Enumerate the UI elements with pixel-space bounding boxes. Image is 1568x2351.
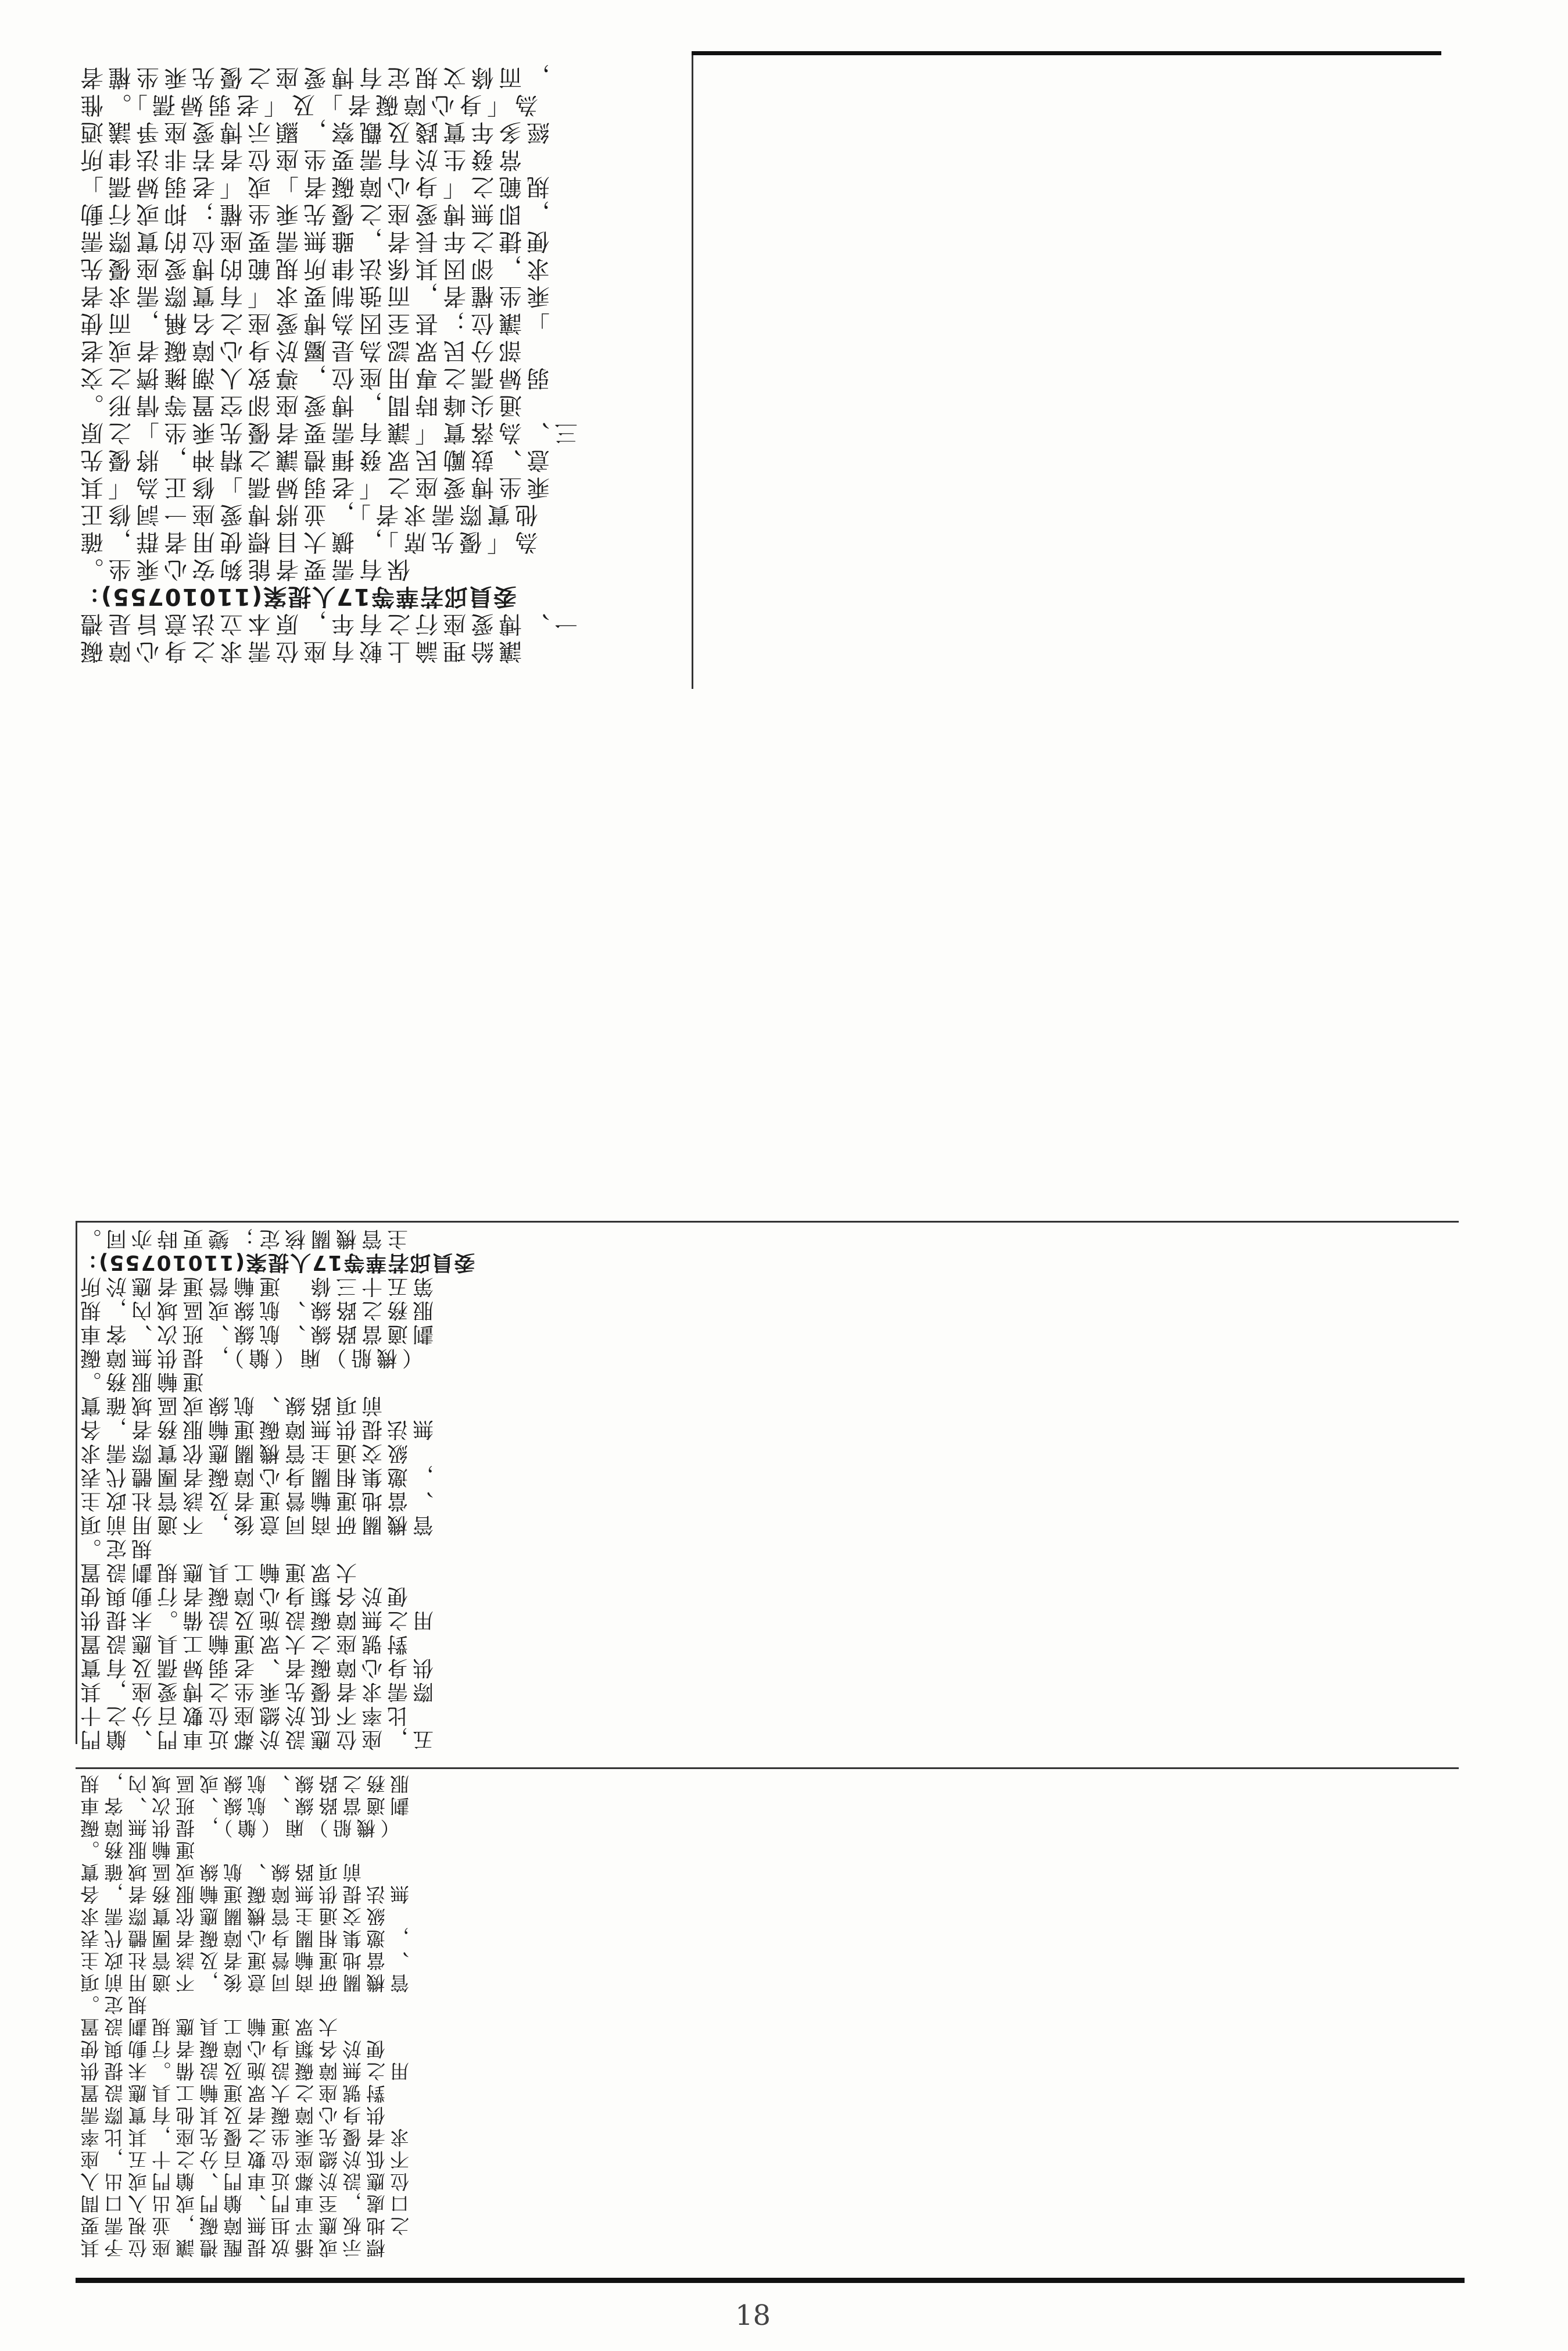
middle-line: 級交通主管機關應依實際需求	[76, 1441, 409, 1465]
middle-line: 第五十三條 運輸營運者應於所	[76, 1274, 434, 1298]
upper_right-line: 他實際需求者」，並將博愛座一詞修正	[76, 501, 538, 528]
upper_right-line: 保有需要者能夠安心乘坐。	[76, 556, 410, 583]
middle-line: 劃適當路線、航線、班次、客車	[76, 1322, 434, 1346]
middle-line: 便於各類身心障礙者行動與使	[76, 1584, 409, 1608]
middle-line: 比率不低於總座位數百分之十	[76, 1703, 409, 1727]
middle-line: 無法提供無障礙運輸服務者，各	[76, 1417, 434, 1441]
left-line: 前項路線、航線或區域確實	[76, 1861, 409, 1884]
left-line: 求者優先乘坐之優先座，其比率	[76, 2127, 409, 2149]
upper_right-line: 讓給理論上較有座位需求之身心障礙	[76, 638, 522, 665]
left-line: 管機關研商同意後，不適用前項	[76, 1972, 409, 1994]
left-line: 位應設於鄰近車門、艙門或出入	[76, 2171, 409, 2193]
upper_right-line: 乘坐博愛座之「老弱婦孺」修正為「其	[76, 474, 550, 501]
upper-right-text-block	[76, 64, 1459, 680]
left-line: ，邀集相關身心障礙者團體代表	[76, 1928, 409, 1950]
top-rule	[692, 51, 1441, 55]
upper_right-line: 三、為落實「讓有需要者優先乘坐」之原	[76, 419, 578, 446]
bottom-rule	[76, 2278, 1465, 2283]
middle-line: 服務之路線、航線或區域內，規	[76, 1298, 434, 1322]
upper_right-line: 求，卻因其係法律所規範的博愛座優先	[76, 255, 550, 283]
upper_right-line: 便捷之年長者，雖無需要座位的實際需	[76, 228, 550, 255]
middle-line: 規定。	[76, 1537, 153, 1560]
upper_right-line: 意、鼓勵民眾發揮禮讓之精神，將優先	[76, 446, 550, 474]
middle-bottom-border	[76, 1767, 1459, 1769]
middle-upper-border	[76, 1221, 1459, 1223]
left-line: 、當地運輸營運者及該管社政主	[76, 1950, 409, 1972]
middle-line: 用之無障礙設施及設備。未提供	[76, 1608, 434, 1632]
left-line: 口處，至車門、艙門或出入口間	[76, 2193, 409, 2215]
upper_right-line: 弱婦孺之專用座位，導致人潮擁擠之交	[76, 365, 550, 392]
upper_right-line: 一、博愛座行之有年，原本立法意旨是禮	[76, 610, 578, 638]
left-line: 劃適當路線、航線、班次、客車	[76, 1795, 409, 1817]
upper_right-line: 」讓位；甚至因為博愛座之名稱，而使	[76, 310, 550, 337]
left-line: 無法提供無障礙運輸服務者，各	[76, 1884, 409, 1906]
left-text-block	[76, 1773, 1459, 2273]
middle-text-block	[76, 1227, 1459, 1764]
left-line: 大眾運輸工具應規劃設置	[76, 2016, 385, 2038]
left-line: 對號座之大眾運輸工具應設置	[76, 2082, 385, 2105]
middle-line: 大眾運輸工具應規劃設置	[76, 1560, 409, 1584]
middle-line: 供身心障礙者、老弱婦孺及有實	[76, 1656, 434, 1680]
upper_right-line: 委員邱若華等17人提案(11010755)：	[76, 583, 517, 610]
middle-line: ，邀集相關身心障礙者團體代表	[76, 1465, 434, 1489]
left-line: 供身心障礙者及其他有實際需	[76, 2105, 385, 2127]
middle-line: 對號座之大眾運輸工具應設置	[76, 1632, 409, 1656]
middle-line: 運輸服務。	[76, 1370, 204, 1394]
left-line: 運輸服務。	[76, 1839, 195, 1861]
left-line: 標示或播放提醒禮讓座位予其	[76, 2237, 385, 2259]
page-number: 18	[735, 2299, 771, 2332]
upper_right-line: 乘坐權者，而強制要求「有實際需求者	[76, 283, 550, 310]
left-line: 便於各類身心障礙者行動與使	[76, 2038, 385, 2060]
upper_right-line: 為「優先席」，擴大目標使用者群，確	[76, 528, 538, 556]
middle-line: 、當地運輸營運者及該管社政主	[76, 1489, 434, 1513]
left-line: 服務之路線、航線或區域內，規	[76, 1773, 409, 1795]
middle-line: （機船）廂（艙），提供無障礙	[76, 1346, 424, 1370]
upper_right-line: 部分民眾認為是屬於身心障礙者或老	[76, 337, 522, 365]
middle-line: 前項路線、航線或區域確實	[76, 1394, 434, 1417]
middle-line: 五，座位應設於鄰近車門、艙門	[76, 1727, 434, 1751]
middle-line: 際需求者優先乘坐之博愛座，其	[76, 1680, 434, 1703]
upper_right-line: 通尖峰時間，博愛座卻空置等情形。	[76, 392, 522, 419]
left-line: 用之無障礙設施及設備。未提供	[76, 2060, 409, 2082]
left-line: 不低於總座位數百分之十五，座	[76, 2149, 409, 2171]
middle-line: 管機關研商同意後，不適用前項	[76, 1513, 434, 1537]
upper_right-line: 規範之「身心障礙者」或「老弱婦孺」	[76, 173, 550, 201]
left-line: （機船）廂（艙），提供無障礙	[76, 1817, 400, 1839]
upper_right-line: ，即無博愛座之優先乘坐權；抑或行動	[76, 201, 550, 228]
left-line: 規定。	[76, 1994, 147, 2016]
left-line: 級交通主管機關應依實際需求	[76, 1906, 385, 1928]
left-line: 之地板應平坦無障礙，並視需要	[76, 2215, 409, 2237]
upper_right-line: ，而條文規定有博愛座之優先乘坐權者	[76, 64, 550, 91]
upper_right-line: 為「身心障礙者」及「老弱婦孺」。惟	[76, 91, 538, 119]
middle-line: 主管機關核定；變更時亦同。	[76, 1227, 409, 1250]
upper_right-line: 常發生於有需要坐座位者若非法律所	[76, 146, 522, 173]
middle-line: 委員邱若華等17人提案(11010755)：	[76, 1250, 475, 1274]
upper_right-line: 經多年實踐及觀察，顯示博愛座爭議迺	[76, 119, 550, 146]
